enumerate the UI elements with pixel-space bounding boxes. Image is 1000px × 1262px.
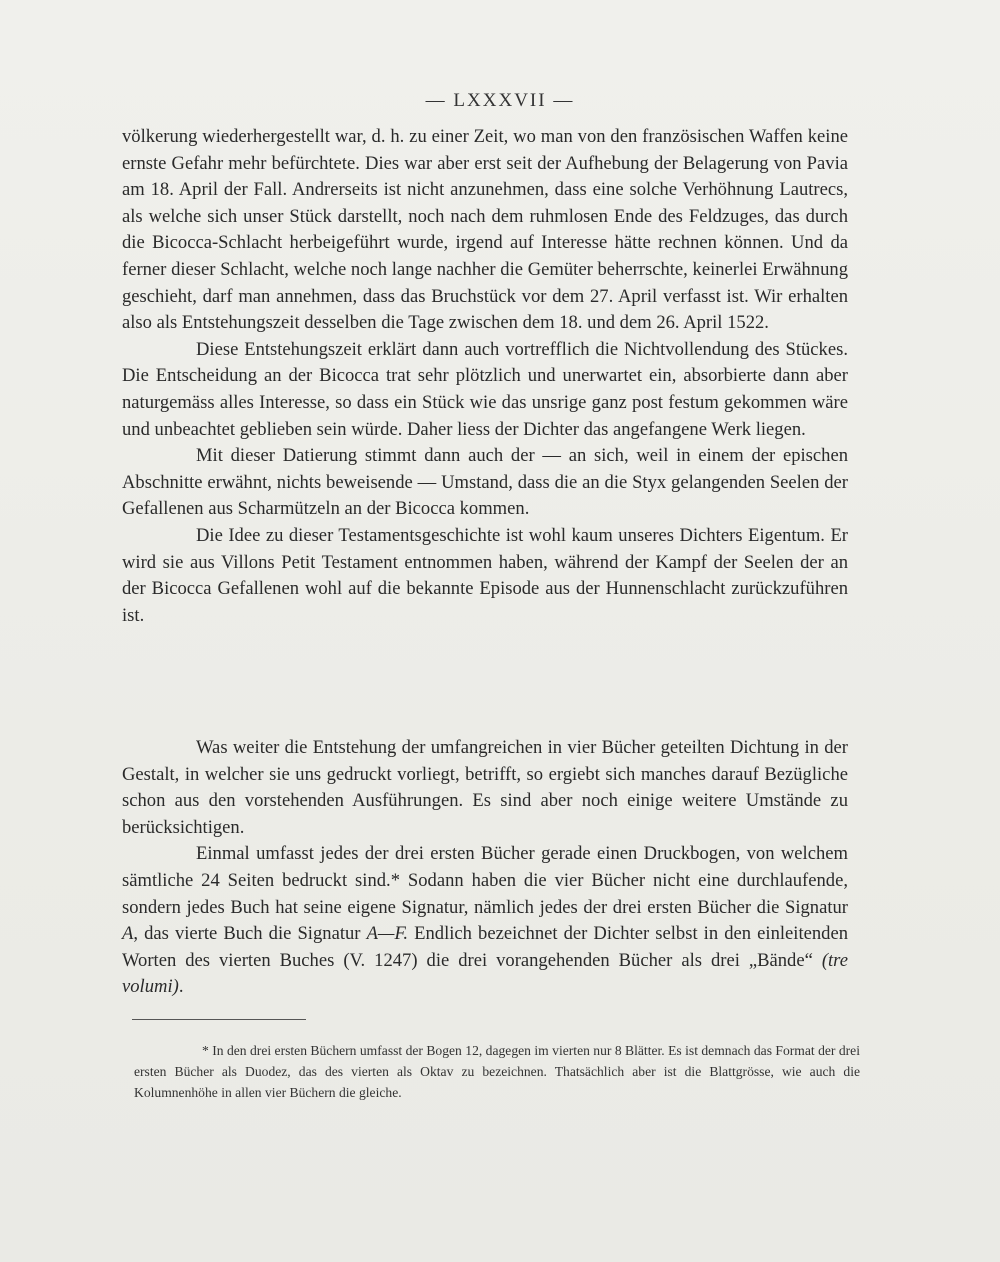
paragraph: Die Idee zu dieser Testamentsgeschichte ist wohl kaum unseres Dichters Eigentum. Er wird sie aus Villons Petit Testament entnommen haben, während der Kampf der Seelen der an der Bicocca Gefallenen wohl auf die bekannte Episode aus der Hunnenschlacht zurückzuführen ist. — [122, 524, 848, 626]
signature-a-f: A—F. — [366, 923, 409, 945]
paragraph: völkerung wiederhergestellt war, d. h. zu einer Zeit, wo man von den französischen Waffen keine ernste Gefahr mehr befürchtete. Dies war aber erst seit der Aufhebung der Belagerung von Pavia am 18. April der Fall. Andrerseits ist nicht anzunehmen, dass eine solche Verhöhnung Lautrecs, als welche sich unser Stück darstellt, noch nach dem ruhmlosen Ende des Feldzuges, das durch die Bicocca-Schlacht herbeigeführt wurde, irgend auf Interesse hätte rechnen können. Und da ferner dieser Schlacht, welche noch lange nachher die Gemüter beherrschte, keinerlei Erwähnung geschieht, darf man annehmen, dass das Bruchstück vor dem 27. April verfasst ist. Wir erhalten also als Entstehungszeit desselben die Tage zwischen dem 18. und dem 26. April 1522. — [122, 126, 848, 334]
page-number-header: — LXXXVII — — [425, 90, 575, 111]
section-text-2 — [122, 735, 848, 1001]
paragraph: Diese Entstehungszeit erklärt dann auch vortrefflich die Nichtvollendung des Stückes. Die Entscheidung an der Bicocca trat sehr plötzlich und unerwartet ein, absorbierte dann aber naturgemäss alles Interesse, so dass ein Stück wie das unsrige ganz post festum gekommen wäre und unbeachtet geblieben sein würde. Daher liess der Dichter das angefangene Werk liegen. — [122, 338, 848, 440]
paragraph-text: . — [178, 976, 184, 998]
paragraph-text: , das vierte Buch die Signatur — [133, 923, 367, 945]
paragraph: Mit dieser Datierung stimmt dann auch der — an sich, weil in einem der epischen Abschnitte erwähnt, nichts beweisende — Umstand, dass die an die Styx gelangenden Seelen der Gefallenen aus Scharmützeln an der Bicocca kommen. — [122, 445, 848, 520]
paragraph-text: Endlich bezeichnet der Dichter selbst in den einleitenden Worten des vierten Buches (V. 1247) die drei vorangehenden Bücher als drei „Bände“ — [122, 923, 849, 971]
paragraph — [122, 841, 848, 1001]
italic-phrase: (tre volumi) — [122, 949, 848, 998]
paragraph: Was weiter die Entstehung der umfangreichen in vier Bücher geteilten Dichtung in der Gestalt, in welcher sie uns gedruckt vorliegt, betrifft, so ergiebt sich manches darauf Bezügliche schon aus den vorstehenden Ausführungen. Es sind aber noch einige weitere Umstände zu berücksichtigen. — [122, 737, 848, 838]
footnote-text: * In den drei ersten Büchern umfasst der Bogen 12, dagegen im vierten nur 8 Blätter. Es ist demnach das Format der drei ersten Bücher als Duodez, das des vierten als Oktav zu bezeichnen. Thatsächlich aber ist die Blattgrösse, wie auch die Kolumnenhöhe in allen vier Büchern die gleiche. — [134, 1043, 860, 1100]
section-text-1 — [122, 124, 848, 629]
footnote-divider — [132, 1019, 306, 1020]
paragraph-text: Einmal umfasst jedes der drei ersten Bücher gerade einen Druckbogen, von welchem sämtliche 24 Seiten bedruckt sind.* Sodann haben die vier Bücher nicht eine durchlaufende, sondern jedes Buch hat seine eigene Signatur, nämlich jedes der drei ersten Bücher die Signatur — [122, 843, 848, 918]
signature-a: A — [122, 923, 134, 945]
footnote — [134, 1040, 860, 1103]
